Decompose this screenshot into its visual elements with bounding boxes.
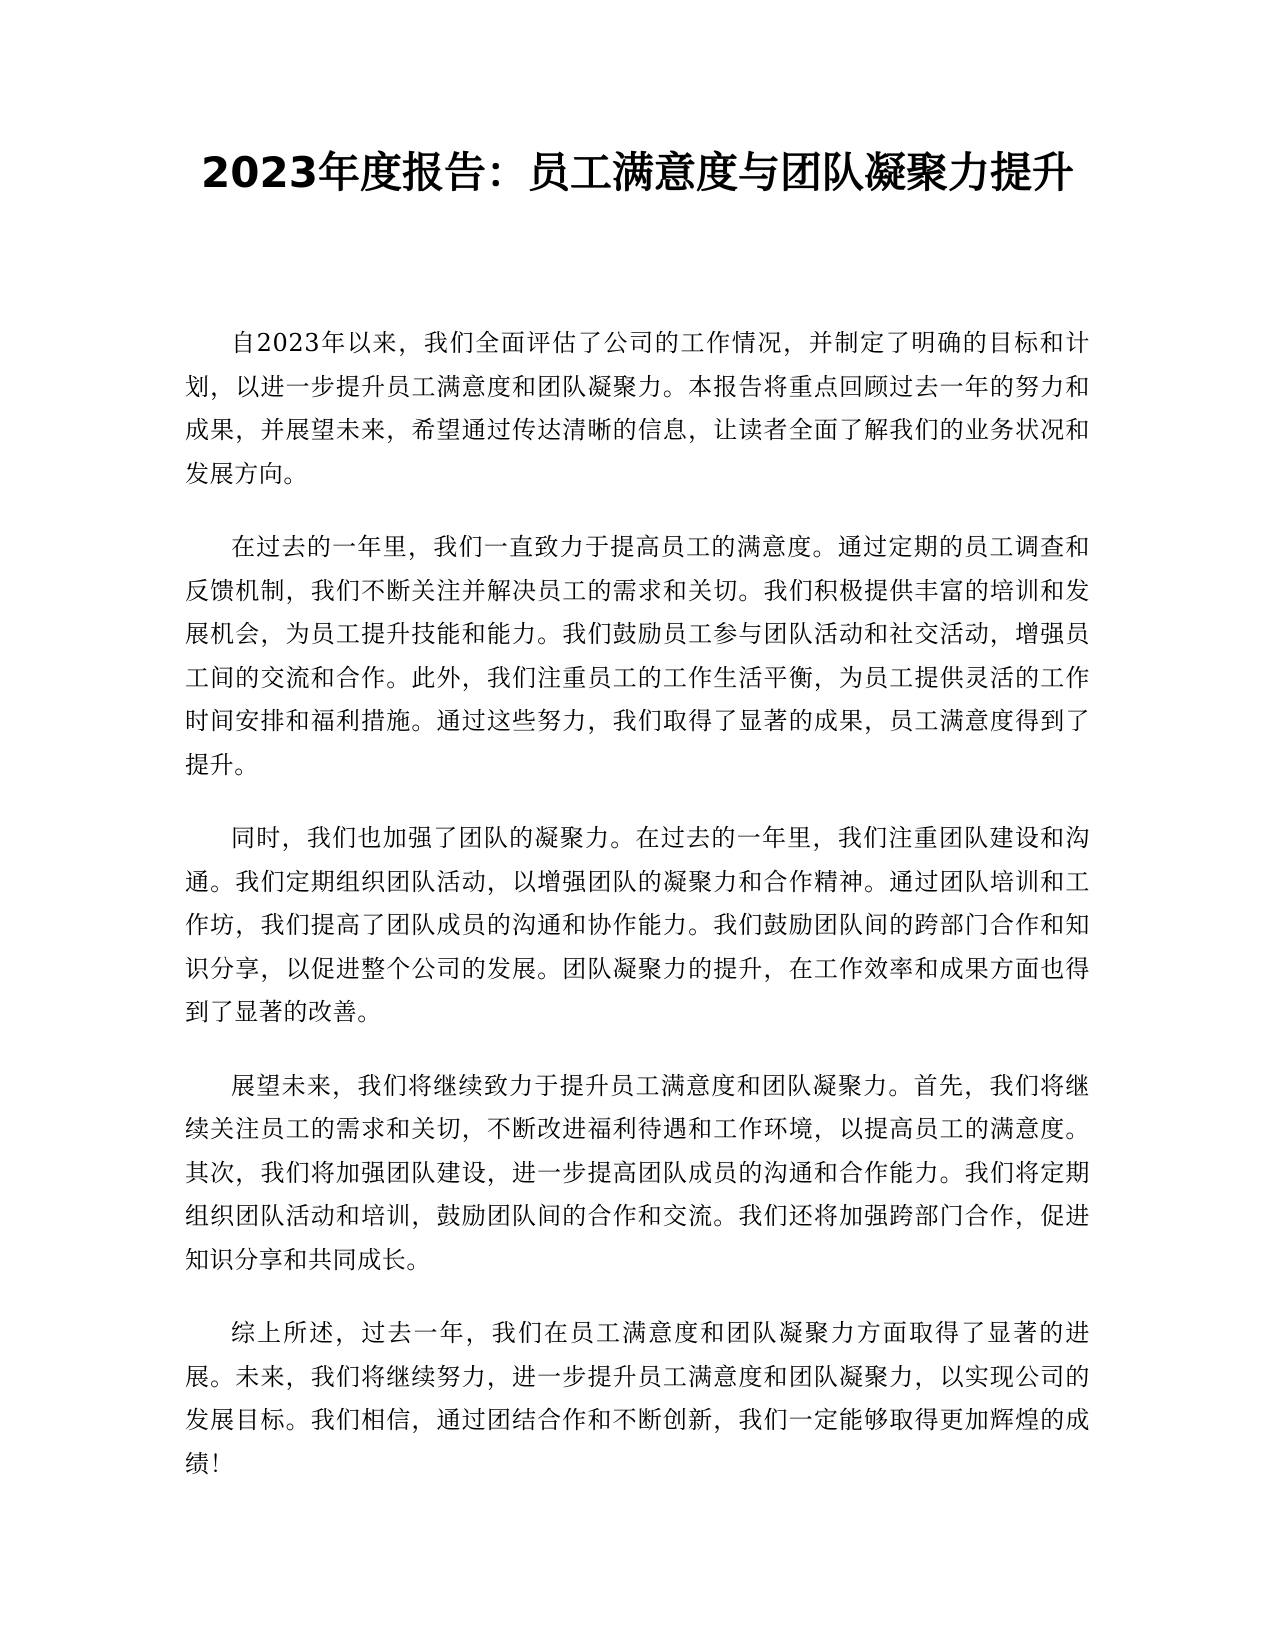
paragraph-outlook: 展望未来，我们将继续致力于提升员工满意度和团队凝聚力。首先，我们将继续关注员工的需求和关切，不断改进福利待遇和工作环境，以提高员工的满意度。其次，我们将加强团队建设，进一步提高团队成员的沟通和合作能力。我们将定期组织团队活动和培训，鼓励团队间的合作和交流。我们还将加强跨部门合作，促进知识分享和共同成长。	[185, 1071, 1090, 1274]
paragraph-conclusion: 综上所述，过去一年，我们在员工满意度和团队凝聚力方面取得了显著的进展。未来，我们将继续努力，进一步提升员工满意度和团队凝聚力，以实现公司的发展目标。我们相信，通过团结合作和不断创新，我们一定能够取得更加辉煌的成绩！	[185, 1319, 1090, 1478]
document-body	[185, 322, 1090, 1516]
paragraph-employee-satisfaction: 在过去的一年里，我们一直致力于提高员工的满意度。通过定期的员工调查和反馈机制，我们不断关注并解决员工的需求和关切。我们积极提供丰富的培训和发展机会，为员工提升技能和能力。我们鼓励员工参与团队活动和社交活动，增强员工间的交流和合作。此外，我们注重员工的工作生活平衡，为员工提供灵活的工作时间安排和福利措施。通过这些努力，我们取得了显著的成果，员工满意度得到了提升。	[185, 533, 1090, 779]
document-title: 2023年度报告：员工满意度与团队凝聚力提升	[201, 148, 1074, 197]
paragraph-intro: 自2023年以来，我们全面评估了公司的工作情况，并制定了明确的目标和计划，以进一步提升员工满意度和团队凝聚力。本报告将重点回顾过去一年的努力和成果，并展望未来，希望通过传达清晰的信息，让读者全面了解我们的业务状况和发展方向。	[185, 329, 1090, 488]
paragraph-team-cohesion: 同时，我们也加强了团队的凝聚力。在过去的一年里，我们注重团队建设和沟通。我们定期组织团队活动，以增强团队的凝聚力和合作精神。通过团队培训和工作坊，我们提高了团队成员的沟通和协作能力。我们鼓励团队间的跨部门合作和知识分享，以促进整个公司的发展。团队凝聚力的提升，在工作效率和成果方面也得到了显著的改善。	[185, 824, 1090, 1026]
